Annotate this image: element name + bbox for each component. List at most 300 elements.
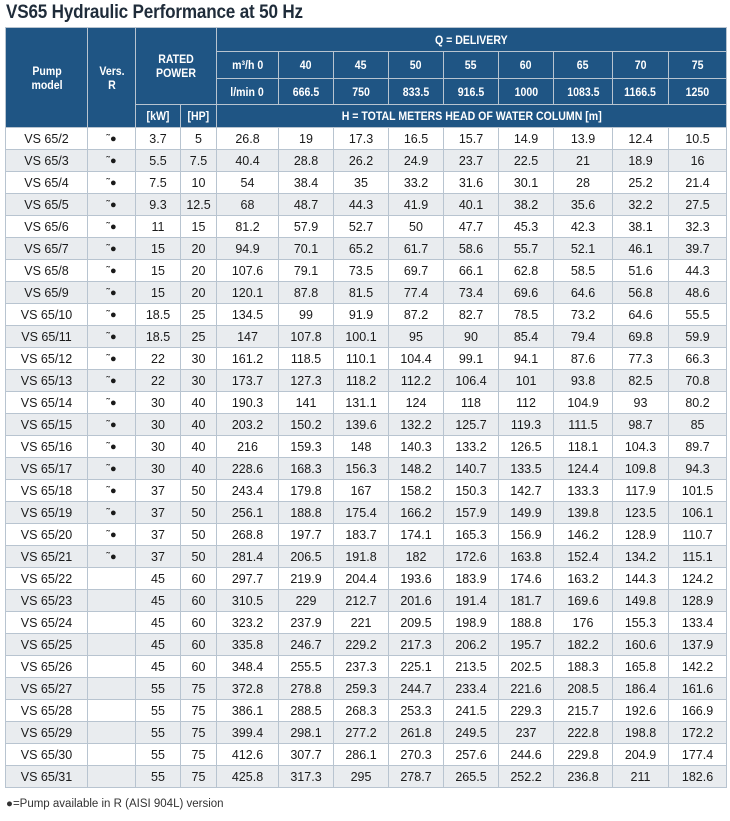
cell-head: 128.9 bbox=[613, 524, 669, 546]
cell-pump-model: VS 65/12 bbox=[6, 348, 88, 370]
cell-kw: 15 bbox=[136, 282, 181, 304]
cell-head: 115.1 bbox=[669, 546, 727, 568]
cell-head: 197.7 bbox=[279, 524, 334, 546]
cell-head: 120.1 bbox=[217, 282, 279, 304]
header-head: H = TOTAL METERS HEAD OF WATER COLUMN [m] bbox=[217, 105, 727, 128]
header-lmin-cell: 1250 bbox=[669, 79, 727, 105]
cell-head: 62.8 bbox=[499, 260, 554, 282]
cell-head: 166.9 bbox=[669, 700, 727, 722]
cell-hp: 50 bbox=[181, 480, 217, 502]
cell-head: 133.5 bbox=[499, 458, 554, 480]
cell-head: 150.3 bbox=[444, 480, 499, 502]
cell-head: 156.3 bbox=[334, 458, 389, 480]
cell-head: 172.6 bbox=[444, 546, 499, 568]
cell-head: 66.1 bbox=[444, 260, 499, 282]
cell-head: 198.8 bbox=[613, 722, 669, 744]
cell-head: 15.7 bbox=[444, 128, 499, 150]
cell-kw: 18.5 bbox=[136, 304, 181, 326]
cell-head: 81.2 bbox=[217, 216, 279, 238]
cell-pump-model: VS 65/26 bbox=[6, 656, 88, 678]
cell-head: 144.3 bbox=[613, 568, 669, 590]
header-m3h-cell: 75 bbox=[669, 52, 727, 79]
cell-head: 73.5 bbox=[334, 260, 389, 282]
cell-vers-r: ˜● bbox=[88, 260, 136, 282]
cell-head: 146.2 bbox=[554, 524, 613, 546]
cell-head: 399.4 bbox=[217, 722, 279, 744]
header-m3h-cell: 50 bbox=[389, 52, 444, 79]
cell-vers-r: ˜● bbox=[88, 392, 136, 414]
cell-head: 78.5 bbox=[499, 304, 554, 326]
cell-head: 191.4 bbox=[444, 590, 499, 612]
cell-head: 80.2 bbox=[669, 392, 727, 414]
cell-hp: 75 bbox=[181, 722, 217, 744]
cell-head: 246.7 bbox=[279, 634, 334, 656]
cell-head: 206.5 bbox=[279, 546, 334, 568]
cell-head: 177.4 bbox=[669, 744, 727, 766]
cell-kw: 30 bbox=[136, 436, 181, 458]
header-delivery: Q = DELIVERY bbox=[217, 28, 727, 52]
table-row bbox=[6, 392, 727, 414]
cell-head: 163.8 bbox=[499, 546, 554, 568]
cell-pump-model: VS 65/20 bbox=[6, 524, 88, 546]
table-row bbox=[6, 326, 727, 348]
header-lmin-cell: 750 bbox=[334, 79, 389, 105]
cell-kw: 45 bbox=[136, 568, 181, 590]
cell-hp: 40 bbox=[181, 392, 217, 414]
cell-pump-model: VS 65/22 bbox=[6, 568, 88, 590]
cell-head: 268.3 bbox=[334, 700, 389, 722]
cell-head: 225.1 bbox=[389, 656, 444, 678]
cell-head: 87.2 bbox=[389, 304, 444, 326]
performance-table bbox=[5, 27, 727, 788]
cell-head: 310.5 bbox=[217, 590, 279, 612]
cell-head: 21.4 bbox=[669, 172, 727, 194]
cell-head: 111.5 bbox=[554, 414, 613, 436]
cell-head: 16 bbox=[669, 150, 727, 172]
cell-head: 81.5 bbox=[334, 282, 389, 304]
cell-head: 204.9 bbox=[613, 744, 669, 766]
cell-head: 288.5 bbox=[279, 700, 334, 722]
cell-head: 132.2 bbox=[389, 414, 444, 436]
cell-head: 208.5 bbox=[554, 678, 613, 700]
cell-head: 229.3 bbox=[499, 700, 554, 722]
table-row bbox=[6, 568, 727, 590]
cell-vers-r: ˜● bbox=[88, 128, 136, 150]
cell-head: 19 bbox=[279, 128, 334, 150]
cell-head: 48.6 bbox=[669, 282, 727, 304]
cell-head: 21 bbox=[554, 150, 613, 172]
cell-kw: 30 bbox=[136, 458, 181, 480]
cell-head: 203.2 bbox=[217, 414, 279, 436]
cell-hp: 60 bbox=[181, 656, 217, 678]
cell-head: 259.3 bbox=[334, 678, 389, 700]
cell-head: 190.3 bbox=[217, 392, 279, 414]
cell-kw: 3.7 bbox=[136, 128, 181, 150]
cell-hp: 10 bbox=[181, 172, 217, 194]
table-row bbox=[6, 590, 727, 612]
cell-head: 173.7 bbox=[217, 370, 279, 392]
cell-hp: 40 bbox=[181, 414, 217, 436]
cell-kw: 18.5 bbox=[136, 326, 181, 348]
header-m3h-cell: 70 bbox=[613, 52, 669, 79]
cell-head: 73.2 bbox=[554, 304, 613, 326]
cell-hp: 20 bbox=[181, 282, 217, 304]
cell-head: 211 bbox=[613, 766, 669, 788]
cell-head: 107.6 bbox=[217, 260, 279, 282]
cell-kw: 55 bbox=[136, 678, 181, 700]
cell-pump-model: VS 65/17 bbox=[6, 458, 88, 480]
cell-vers-r: ˜● bbox=[88, 502, 136, 524]
cell-head: 85.4 bbox=[499, 326, 554, 348]
cell-head: 141 bbox=[279, 392, 334, 414]
header-m3h-label: m³/h 0 bbox=[217, 52, 279, 79]
cell-vers-r bbox=[88, 568, 136, 590]
cell-pump-model: VS 65/30 bbox=[6, 744, 88, 766]
cell-vers-r bbox=[88, 766, 136, 788]
header-m3h-cell: 65 bbox=[554, 52, 613, 79]
cell-head: 94.9 bbox=[217, 238, 279, 260]
cell-head: 323.2 bbox=[217, 612, 279, 634]
cell-head: 139.6 bbox=[334, 414, 389, 436]
cell-head: 30.1 bbox=[499, 172, 554, 194]
table-row bbox=[6, 150, 727, 172]
table-row bbox=[6, 436, 727, 458]
cell-head: 286.1 bbox=[334, 744, 389, 766]
cell-head: 69.6 bbox=[499, 282, 554, 304]
cell-vers-r: ˜● bbox=[88, 524, 136, 546]
cell-hp: 60 bbox=[181, 568, 217, 590]
cell-head: 22.5 bbox=[499, 150, 554, 172]
cell-head: 47.7 bbox=[444, 216, 499, 238]
cell-head: 257.6 bbox=[444, 744, 499, 766]
cell-head: 244.6 bbox=[499, 744, 554, 766]
cell-head: 198.9 bbox=[444, 612, 499, 634]
cell-head: 412.6 bbox=[217, 744, 279, 766]
cell-head: 243.4 bbox=[217, 480, 279, 502]
cell-head: 174.6 bbox=[499, 568, 554, 590]
cell-head: 104.3 bbox=[613, 436, 669, 458]
cell-pump-model: VS 65/7 bbox=[6, 238, 88, 260]
cell-head: 44.3 bbox=[334, 194, 389, 216]
cell-head: 79.4 bbox=[554, 326, 613, 348]
cell-head: 55.5 bbox=[669, 304, 727, 326]
cell-head: 233.4 bbox=[444, 678, 499, 700]
header-lmin-cell: 1166.5 bbox=[613, 79, 669, 105]
cell-head: 229 bbox=[279, 590, 334, 612]
cell-head: 117.9 bbox=[613, 480, 669, 502]
cell-head: 94.3 bbox=[669, 458, 727, 480]
cell-head: 213.5 bbox=[444, 656, 499, 678]
cell-hp: 12.5 bbox=[181, 194, 217, 216]
cell-head: 93.8 bbox=[554, 370, 613, 392]
cell-head: 94.1 bbox=[499, 348, 554, 370]
cell-pump-model: VS 65/16 bbox=[6, 436, 88, 458]
cell-head: 69.8 bbox=[613, 326, 669, 348]
cell-head: 155.3 bbox=[613, 612, 669, 634]
cell-vers-r bbox=[88, 744, 136, 766]
table-row bbox=[6, 216, 727, 238]
cell-head: 317.3 bbox=[279, 766, 334, 788]
cell-head: 10.5 bbox=[669, 128, 727, 150]
cell-hp: 40 bbox=[181, 458, 217, 480]
cell-vers-r: ˜● bbox=[88, 150, 136, 172]
cell-head: 256.1 bbox=[217, 502, 279, 524]
cell-kw: 30 bbox=[136, 414, 181, 436]
cell-head: 142.2 bbox=[669, 656, 727, 678]
cell-head: 150.2 bbox=[279, 414, 334, 436]
table-row bbox=[6, 414, 727, 436]
table-row bbox=[6, 634, 727, 656]
cell-head: 125.7 bbox=[444, 414, 499, 436]
cell-kw: 55 bbox=[136, 722, 181, 744]
cell-pump-model: VS 65/11 bbox=[6, 326, 88, 348]
cell-hp: 5 bbox=[181, 128, 217, 150]
cell-head: 140.7 bbox=[444, 458, 499, 480]
cell-kw: 55 bbox=[136, 744, 181, 766]
cell-pump-model: VS 65/19 bbox=[6, 502, 88, 524]
cell-pump-model: VS 65/8 bbox=[6, 260, 88, 282]
cell-head: 101.5 bbox=[669, 480, 727, 502]
cell-head: 133.2 bbox=[444, 436, 499, 458]
cell-head: 70.8 bbox=[669, 370, 727, 392]
cell-head: 186.4 bbox=[613, 678, 669, 700]
cell-vers-r bbox=[88, 590, 136, 612]
cell-vers-r: ˜● bbox=[88, 172, 136, 194]
cell-head: 133.3 bbox=[554, 480, 613, 502]
cell-hp: 60 bbox=[181, 612, 217, 634]
cell-hp: 20 bbox=[181, 238, 217, 260]
cell-head: 169.6 bbox=[554, 590, 613, 612]
cell-head: 278.7 bbox=[389, 766, 444, 788]
cell-head: 142.7 bbox=[499, 480, 554, 502]
cell-pump-model: VS 65/31 bbox=[6, 766, 88, 788]
header-m3h-cell: 55 bbox=[444, 52, 499, 79]
cell-hp: 30 bbox=[181, 348, 217, 370]
cell-kw: 22 bbox=[136, 370, 181, 392]
table-row bbox=[6, 524, 727, 546]
table-row bbox=[6, 238, 727, 260]
cell-head: 68 bbox=[217, 194, 279, 216]
cell-head: 58.6 bbox=[444, 238, 499, 260]
header-lmin-cell: 833.5 bbox=[389, 79, 444, 105]
cell-head: 58.5 bbox=[554, 260, 613, 282]
cell-head: 124.4 bbox=[554, 458, 613, 480]
cell-head: 101 bbox=[499, 370, 554, 392]
cell-head: 104.4 bbox=[389, 348, 444, 370]
cell-head: 32.2 bbox=[613, 194, 669, 216]
cell-head: 39.7 bbox=[669, 238, 727, 260]
cell-vers-r: ˜● bbox=[88, 348, 136, 370]
cell-kw: 55 bbox=[136, 766, 181, 788]
cell-head: 82.5 bbox=[613, 370, 669, 392]
cell-hp: 25 bbox=[181, 326, 217, 348]
cell-kw: 45 bbox=[136, 612, 181, 634]
cell-head: 28 bbox=[554, 172, 613, 194]
cell-head: 216 bbox=[217, 436, 279, 458]
cell-head: 70.1 bbox=[279, 238, 334, 260]
cell-head: 110.7 bbox=[669, 524, 727, 546]
cell-head: 237.9 bbox=[279, 612, 334, 634]
table-row bbox=[6, 172, 727, 194]
table-row bbox=[6, 194, 727, 216]
cell-head: 64.6 bbox=[554, 282, 613, 304]
cell-head: 99 bbox=[279, 304, 334, 326]
cell-head: 118.2 bbox=[334, 370, 389, 392]
header-m3h-cell: 40 bbox=[279, 52, 334, 79]
cell-hp: 60 bbox=[181, 634, 217, 656]
cell-kw: 37 bbox=[136, 546, 181, 568]
cell-head: 35.6 bbox=[554, 194, 613, 216]
table-row bbox=[6, 656, 727, 678]
cell-head: 65.2 bbox=[334, 238, 389, 260]
cell-pump-model: VS 65/2 bbox=[6, 128, 88, 150]
cell-vers-r bbox=[88, 678, 136, 700]
cell-head: 90 bbox=[444, 326, 499, 348]
cell-pump-model: VS 65/13 bbox=[6, 370, 88, 392]
cell-head: 217.3 bbox=[389, 634, 444, 656]
page-title: VS65 Hydraulic Performance at 50 Hz bbox=[6, 2, 303, 23]
cell-head: 270.3 bbox=[389, 744, 444, 766]
table-row bbox=[6, 546, 727, 568]
header-vers: Vers. R bbox=[88, 28, 136, 128]
cell-head: 165.3 bbox=[444, 524, 499, 546]
cell-vers-r: ˜● bbox=[88, 480, 136, 502]
cell-head: 87.6 bbox=[554, 348, 613, 370]
cell-head: 73.4 bbox=[444, 282, 499, 304]
cell-head: 124.2 bbox=[669, 568, 727, 590]
header-kw: [kW] bbox=[136, 105, 181, 128]
cell-head: 188.8 bbox=[279, 502, 334, 524]
cell-head: 106.1 bbox=[669, 502, 727, 524]
cell-pump-model: VS 65/25 bbox=[6, 634, 88, 656]
cell-head: 124 bbox=[389, 392, 444, 414]
header-lmin-label: l/min 0 bbox=[217, 79, 279, 105]
cell-head: 32.3 bbox=[669, 216, 727, 238]
cell-head: 386.1 bbox=[217, 700, 279, 722]
cell-kw: 37 bbox=[136, 480, 181, 502]
cell-head: 51.6 bbox=[613, 260, 669, 282]
cell-head: 85 bbox=[669, 414, 727, 436]
cell-kw: 37 bbox=[136, 502, 181, 524]
cell-head: 118.5 bbox=[279, 348, 334, 370]
cell-head: 93 bbox=[613, 392, 669, 414]
cell-hp: 15 bbox=[181, 216, 217, 238]
cell-kw: 15 bbox=[136, 238, 181, 260]
cell-head: 148 bbox=[334, 436, 389, 458]
header-lmin-cell: 1083.5 bbox=[554, 79, 613, 105]
cell-head: 182.2 bbox=[554, 634, 613, 656]
cell-head: 46.1 bbox=[613, 238, 669, 260]
cell-kw: 11 bbox=[136, 216, 181, 238]
cell-head: 221.6 bbox=[499, 678, 554, 700]
cell-head: 307.7 bbox=[279, 744, 334, 766]
cell-head: 127.3 bbox=[279, 370, 334, 392]
cell-head: 188.8 bbox=[499, 612, 554, 634]
cell-pump-model: VS 65/15 bbox=[6, 414, 88, 436]
cell-hp: 7.5 bbox=[181, 150, 217, 172]
cell-hp: 75 bbox=[181, 744, 217, 766]
cell-head: 182.6 bbox=[669, 766, 727, 788]
header-rated-power: RATED POWER bbox=[136, 28, 217, 105]
cell-head: 174.1 bbox=[389, 524, 444, 546]
cell-head: 228.6 bbox=[217, 458, 279, 480]
cell-head: 131.1 bbox=[334, 392, 389, 414]
cell-hp: 50 bbox=[181, 546, 217, 568]
table-row bbox=[6, 678, 727, 700]
cell-vers-r: ˜● bbox=[88, 194, 136, 216]
cell-head: 160.6 bbox=[613, 634, 669, 656]
cell-head: 157.9 bbox=[444, 502, 499, 524]
cell-head: 23.7 bbox=[444, 150, 499, 172]
table-row bbox=[6, 502, 727, 524]
cell-head: 191.8 bbox=[334, 546, 389, 568]
cell-head: 229.8 bbox=[554, 744, 613, 766]
cell-kw: 45 bbox=[136, 634, 181, 656]
cell-head: 48.7 bbox=[279, 194, 334, 216]
cell-head: 107.8 bbox=[279, 326, 334, 348]
header-hp: [HP] bbox=[181, 105, 217, 128]
table-row bbox=[6, 744, 727, 766]
cell-head: 42.3 bbox=[554, 216, 613, 238]
cell-head: 52.7 bbox=[334, 216, 389, 238]
cell-head: 57.9 bbox=[279, 216, 334, 238]
cell-head: 179.8 bbox=[279, 480, 334, 502]
cell-head: 195.7 bbox=[499, 634, 554, 656]
cell-head: 24.9 bbox=[389, 150, 444, 172]
table-row bbox=[6, 304, 727, 326]
cell-head: 348.4 bbox=[217, 656, 279, 678]
cell-head: 91.9 bbox=[334, 304, 389, 326]
cell-pump-model: VS 65/5 bbox=[6, 194, 88, 216]
cell-head: 158.2 bbox=[389, 480, 444, 502]
cell-head: 161.6 bbox=[669, 678, 727, 700]
cell-vers-r: ˜● bbox=[88, 216, 136, 238]
cell-head: 152.4 bbox=[554, 546, 613, 568]
cell-head: 261.8 bbox=[389, 722, 444, 744]
table-header bbox=[6, 28, 727, 128]
cell-pump-model: VS 65/29 bbox=[6, 722, 88, 744]
cell-pump-model: VS 65/23 bbox=[6, 590, 88, 612]
cell-head: 193.6 bbox=[389, 568, 444, 590]
cell-kw: 30 bbox=[136, 392, 181, 414]
cell-pump-model: VS 65/18 bbox=[6, 480, 88, 502]
cell-head: 212.7 bbox=[334, 590, 389, 612]
table-row bbox=[6, 766, 727, 788]
cell-head: 372.8 bbox=[217, 678, 279, 700]
cell-head: 139.8 bbox=[554, 502, 613, 524]
table-row bbox=[6, 458, 727, 480]
cell-head: 38.4 bbox=[279, 172, 334, 194]
cell-head: 55.7 bbox=[499, 238, 554, 260]
cell-head: 27.5 bbox=[669, 194, 727, 216]
cell-head: 252.2 bbox=[499, 766, 554, 788]
cell-head: 118 bbox=[444, 392, 499, 414]
cell-head: 172.2 bbox=[669, 722, 727, 744]
cell-head: 69.7 bbox=[389, 260, 444, 282]
cell-head: 137.9 bbox=[669, 634, 727, 656]
footnote: ●=Pump available in R (AISI 904L) version bbox=[6, 798, 224, 810]
cell-head: 66.3 bbox=[669, 348, 727, 370]
cell-kw: 45 bbox=[136, 656, 181, 678]
cell-vers-r: ˜● bbox=[88, 458, 136, 480]
cell-head: 181.7 bbox=[499, 590, 554, 612]
cell-head: 126.5 bbox=[499, 436, 554, 458]
cell-head: 79.1 bbox=[279, 260, 334, 282]
cell-head: 167 bbox=[334, 480, 389, 502]
cell-head: 98.7 bbox=[613, 414, 669, 436]
cell-head: 165.8 bbox=[613, 656, 669, 678]
cell-head: 64.6 bbox=[613, 304, 669, 326]
